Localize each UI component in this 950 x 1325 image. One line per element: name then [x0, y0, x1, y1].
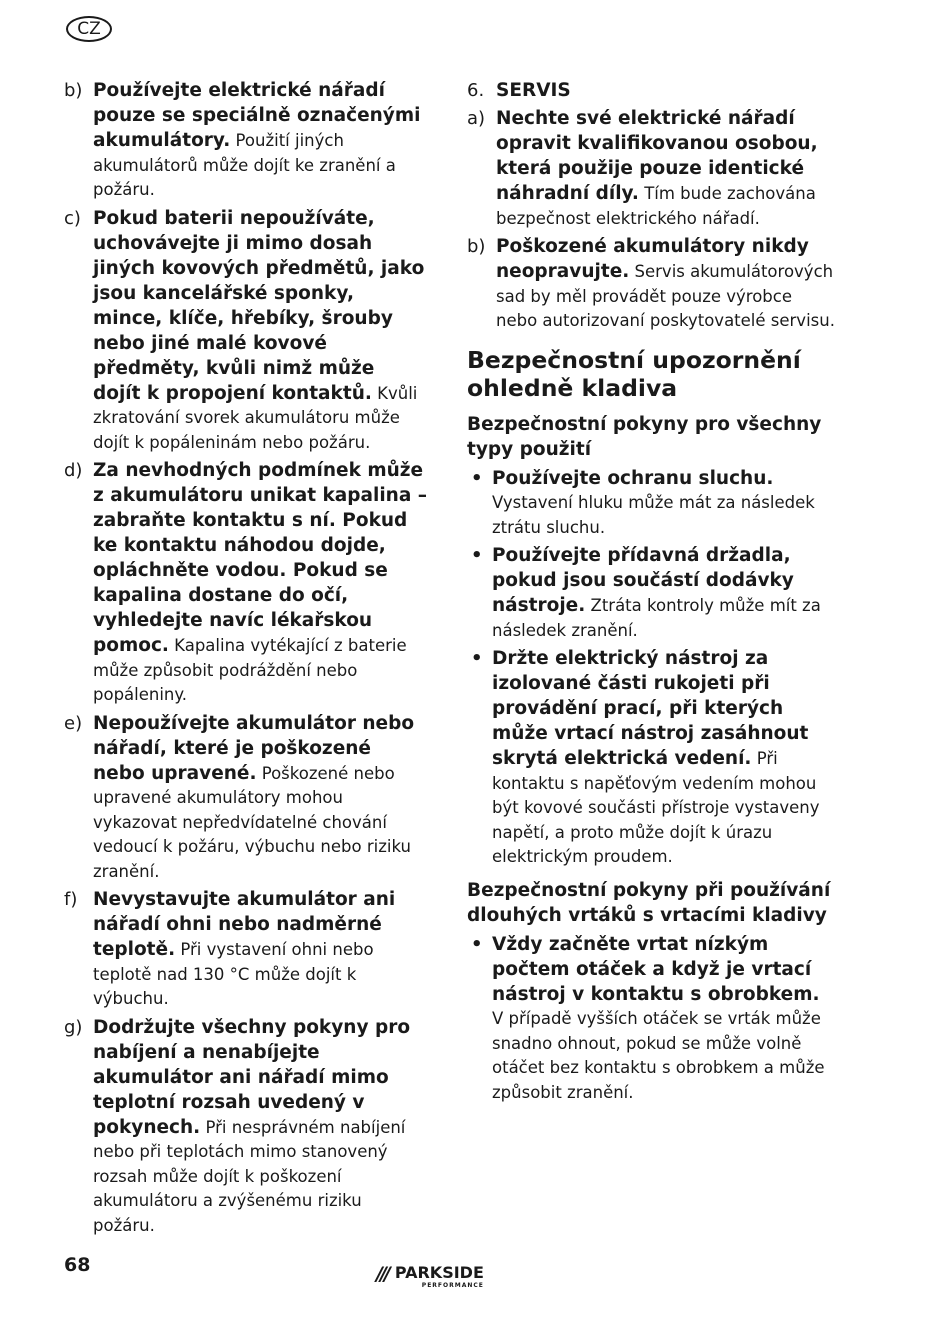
- item-text: Při kontaktu s napěťovým vedením mohou být kovové součásti přístroje vystaveny napětí, a proto může dojít k úrazu elektrickým proudem.: [492, 749, 820, 866]
- language-badge-label: CZ: [77, 19, 101, 39]
- item-text: Při vystavení ohni nebo teplotě nad 130 °C může dojít k výbuchu.: [93, 940, 374, 1008]
- bullet-item: [467, 646, 835, 870]
- brand-subtitle: PERFORMANCE: [421, 1282, 484, 1289]
- item-bold-text: Nechte své elektrické nářadí opravit kvalifikovanou osobou, která použije pouze identické náhradní díly.: [496, 108, 818, 204]
- list-item: [467, 106, 835, 231]
- item-text: Kvůli zkratování svorek akumulátoru může dojít k popáleninám nebo požáru.: [93, 383, 418, 452]
- item-marker: d): [64, 460, 83, 481]
- item-bold-text: Používejte elektrické nářadí pouze se speciálně označenými akumulátory.: [93, 80, 421, 151]
- brand-text: [395, 1264, 484, 1290]
- item-bold-text: Nevystavujte akumulátor ani nářadí ohni nebo nadměrné teplotě.: [93, 889, 396, 960]
- item-bold-text: Nepoužívejte akumulátor nebo nářadí, které je poškozené nebo upravené.: [93, 712, 415, 784]
- item-bold-text: Vždy začněte vrtat nízkým počtem otáček a když je vrtací nástroj v kontaktu s obrobkem.: [492, 933, 820, 1005]
- item-text: Tím bude zachována bezpečnost elektrického nářadí.: [496, 184, 816, 228]
- bullet-item: [467, 932, 835, 1106]
- servis-title: SERVIS: [496, 80, 571, 101]
- item-marker: a): [467, 108, 486, 129]
- list-item: [64, 78, 428, 203]
- list-item: [64, 206, 428, 456]
- list-item: [64, 887, 428, 1012]
- brand-name: PARKSIDE: [394, 1263, 484, 1282]
- item-text: Při nesprávném nabíjení nebo při teplotách mimo stanovený rozsah může dojít k poškození akumulátoru a zvýšenému riziku požáru.: [93, 1117, 406, 1235]
- page-number: 68: [64, 1254, 91, 1276]
- right-column: [467, 78, 835, 1108]
- item-marker: g): [64, 1016, 83, 1038]
- item-bold-text: Používejte přídavná držadla, pokud jsou součástí dodávky nástroje.: [492, 545, 794, 616]
- item-bold-text: Držte elektrický nástroj za izolované části rukojeti při provádění prací, při kterých může vrtací nástroj zasáhnout skrytá elektrická vedení.: [492, 648, 809, 769]
- bullet-item: [467, 543, 835, 643]
- item-text: Vystavení hluku může mát za následek ztrátu sluchu.: [492, 493, 815, 537]
- item-text: Kapalina vytékající z baterie může způsobit podráždění nebo popáleniny.: [93, 636, 407, 704]
- bullet-icon: •: [471, 933, 483, 955]
- item-bold-text: Pokud baterii nepoužíváte, uchovávejte ji mimo dosah jiných kovových předmětů, jako jsou kancelářské sponky, mince, klíče, hřebíky, šrouby nebo jiné malé kovové předměty, kvůli nimž může dojít k propojení kontaktů.: [93, 207, 425, 404]
- item-bold-text: Dodržujte všechny pokyny pro nabíjení a nenabíjejte akumulátor ani nářadí mimo teplotní rozsah uvedený v pokynech.: [93, 1016, 411, 1138]
- item-marker: b): [64, 80, 83, 101]
- bullet-icon: •: [471, 648, 483, 669]
- bullet-item: [467, 466, 835, 541]
- bullet-icon: •: [471, 545, 483, 566]
- servis-heading: [467, 78, 835, 103]
- item-text: Použití jiných akumulátorů může dojít ke zranění a požáru.: [93, 131, 396, 199]
- item-text: Poškozené nebo upravené akumulátory mohou vykazovat nepředvídatelné chování vedoucí k požáru, výbuchu nebo riziku zranění.: [93, 763, 411, 881]
- item-text: V případě vyšších otáček se vrták může snadno ohnout, pokud se může volně otáčet bez kontaktu s obrobkem a může způsobit zranění.: [492, 1009, 825, 1102]
- left-column: [64, 78, 428, 1241]
- brand-logo: [376, 1264, 484, 1290]
- list-item: [64, 711, 428, 885]
- item-bold-text: Poškozené akumulátory nikdy neopravujte.: [496, 236, 809, 282]
- item-marker: e): [64, 712, 83, 734]
- list-item: [64, 458, 428, 708]
- item-marker: b): [467, 236, 486, 257]
- list-item: [64, 1015, 428, 1239]
- item-marker: c): [64, 207, 81, 229]
- section-number: 6.: [467, 80, 485, 101]
- item-marker: f): [64, 889, 78, 910]
- language-badge: [66, 16, 112, 42]
- bullet-icon: •: [471, 467, 483, 489]
- list-item: [467, 234, 835, 334]
- subheading: Bezpečnostní pokyny při používání dlouhých vrtáků s vrtacími kladivy: [467, 879, 831, 926]
- subheading: Bezpečnostní pokyny pro všechny typy použití: [467, 413, 822, 460]
- item-bold-text: Používejte ochranu sluchu.: [492, 467, 774, 489]
- item-text: Ztráta kontroly může mít za následek zranění.: [492, 596, 821, 640]
- item-text: Servis akumulátorových sad by měl provádět pouze výrobce nebo autorizovaní poskytovatelé servisu.: [496, 262, 835, 330]
- item-bold-text: Za nevhodných podmínek může z akumulátoru unikat kapalina – zabraňte kontaktu s ní. Pokud ke kontaktu náhodou dojde, opláchněte vodou. Pokud se kapalina dostane do očí, vyhledejte navíc lékařskou pomoc.: [93, 460, 428, 656]
- brand-stripes-icon: ///: [376, 1263, 388, 1285]
- section-title: Bezpečnostní upozornění ohledně kladiva: [467, 345, 801, 402]
